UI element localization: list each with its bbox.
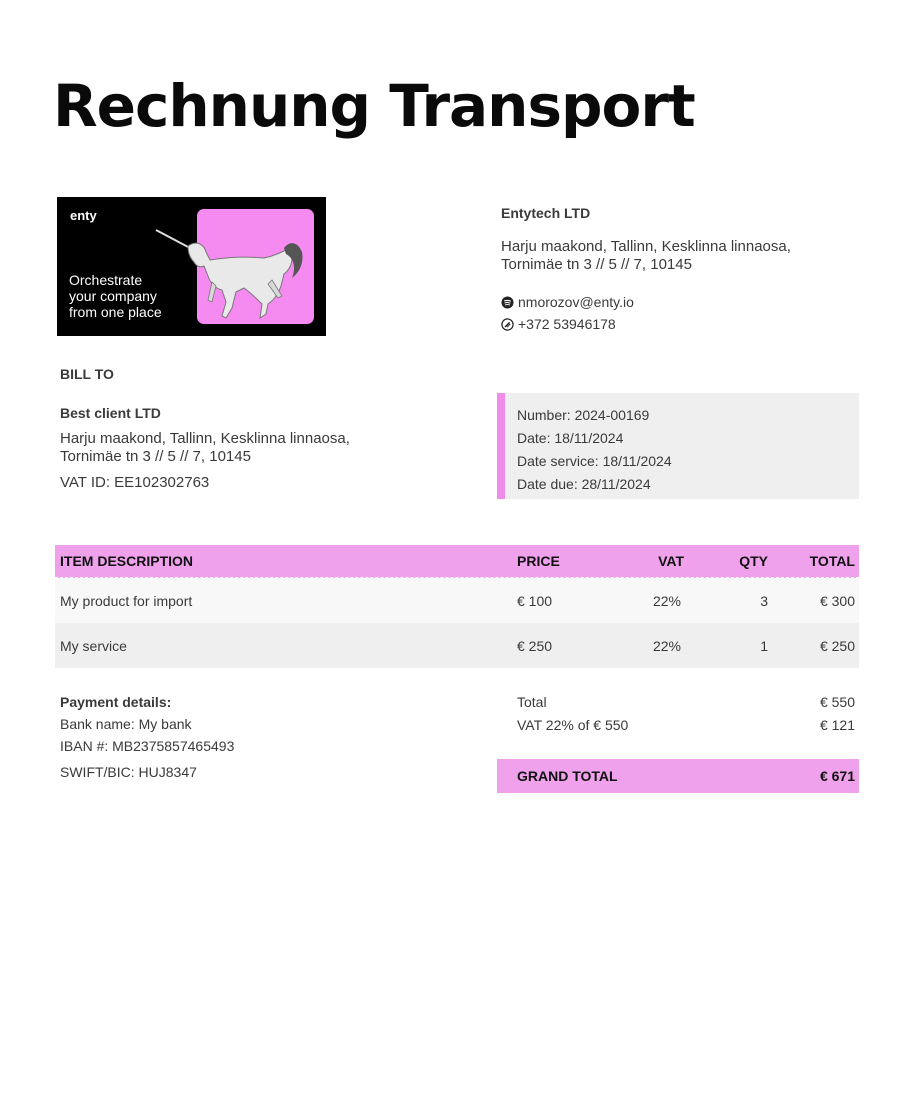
bank-name: Bank name: My bank [60,716,192,732]
client-vat-id: VAT ID: EE102302763 [60,474,210,491]
grand-total-label: GRAND TOTAL [517,768,618,784]
sender-address-line: Tornimäe tn 3 // 5 // 7, 10145 [501,256,692,273]
row-vat: 22% [652,592,681,609]
logo-tagline-line: your company [69,288,157,304]
subtotal-label: Total [517,694,547,710]
sender-address-line: Harju maakond, Tallinn, Kesklinna linnaosa, [501,238,791,255]
items-table [55,545,859,668]
grand-total-row [497,759,859,793]
swift-bic: SWIFT/BIC: HUJ8347 [60,764,197,780]
header-total: TOTAL [809,553,855,569]
vat-label: VAT 22% of € 550 [517,717,629,733]
phone-icon [501,318,514,331]
invoice-date: Date: 18/11/2024 [517,430,624,446]
grand-total-value: € 671 [819,768,855,784]
vat-value: € 121 [819,717,855,733]
row-total: € 250 [819,637,855,654]
header-item-description: ITEM DESCRIPTION [60,553,194,569]
client-address-line: Harju maakond, Tallinn, Kesklinna linnaosa, [60,430,350,447]
row-vat: 22% [652,637,681,654]
iban: IBAN #: MB2375857465493 [60,738,235,754]
subtotal-value: € 550 [819,694,855,710]
client-name: Best client LTD [60,405,161,421]
sender-phone[interactable]: +372 53946178 [518,316,616,332]
client-address [60,430,460,466]
company-logo-banner [57,197,326,336]
payment-details [60,694,460,780]
client-address-line: Tornimäe tn 3 // 5 // 7, 10145 [60,448,251,465]
payment-details-title: Payment details: [60,694,172,710]
invoice-date-service: Date service: 18/11/2024 [517,453,672,469]
logo-tagline-line: from one place [69,304,162,320]
sender-phone-row[interactable] [501,314,861,334]
row-description: My product for import [60,592,193,609]
row-qty: 1 [760,637,768,654]
logo-wordmark: enty [70,208,97,223]
page-title: Rechnung Transport [53,72,695,140]
client-block [60,405,460,491]
unicorn-illustration [152,222,312,332]
header-price: PRICE [517,553,560,569]
bill-to-heading: BILL TO [60,366,114,382]
table-row [55,623,859,668]
row-price: € 250 [517,637,553,654]
invoice-number: Number: 2024-00169 [517,407,650,423]
row-total: € 300 [819,592,855,609]
logo-tagline [69,272,162,320]
table-header [55,545,859,578]
mail-icon [501,296,514,309]
sender-name: Entytech LTD [501,205,591,221]
header-vat: VAT [658,553,684,569]
header-qty: QTY [739,553,768,569]
subtotal-row [497,694,859,717]
totals-block [497,694,859,740]
row-price: € 100 [517,592,553,609]
sender-email[interactable]: nmorozov@enty.io [518,294,634,310]
sender-email-row[interactable] [501,292,861,312]
sender-block [501,205,861,334]
vat-row [497,717,859,740]
row-description: My service [60,637,127,654]
invoice-date-due: Date due: 28/11/2024 [517,476,651,492]
invoice-meta-box [497,393,859,499]
table-row [55,578,859,623]
row-qty: 3 [760,592,768,609]
sender-address [501,238,861,274]
logo-tagline-line: Orchestrate [69,272,143,288]
